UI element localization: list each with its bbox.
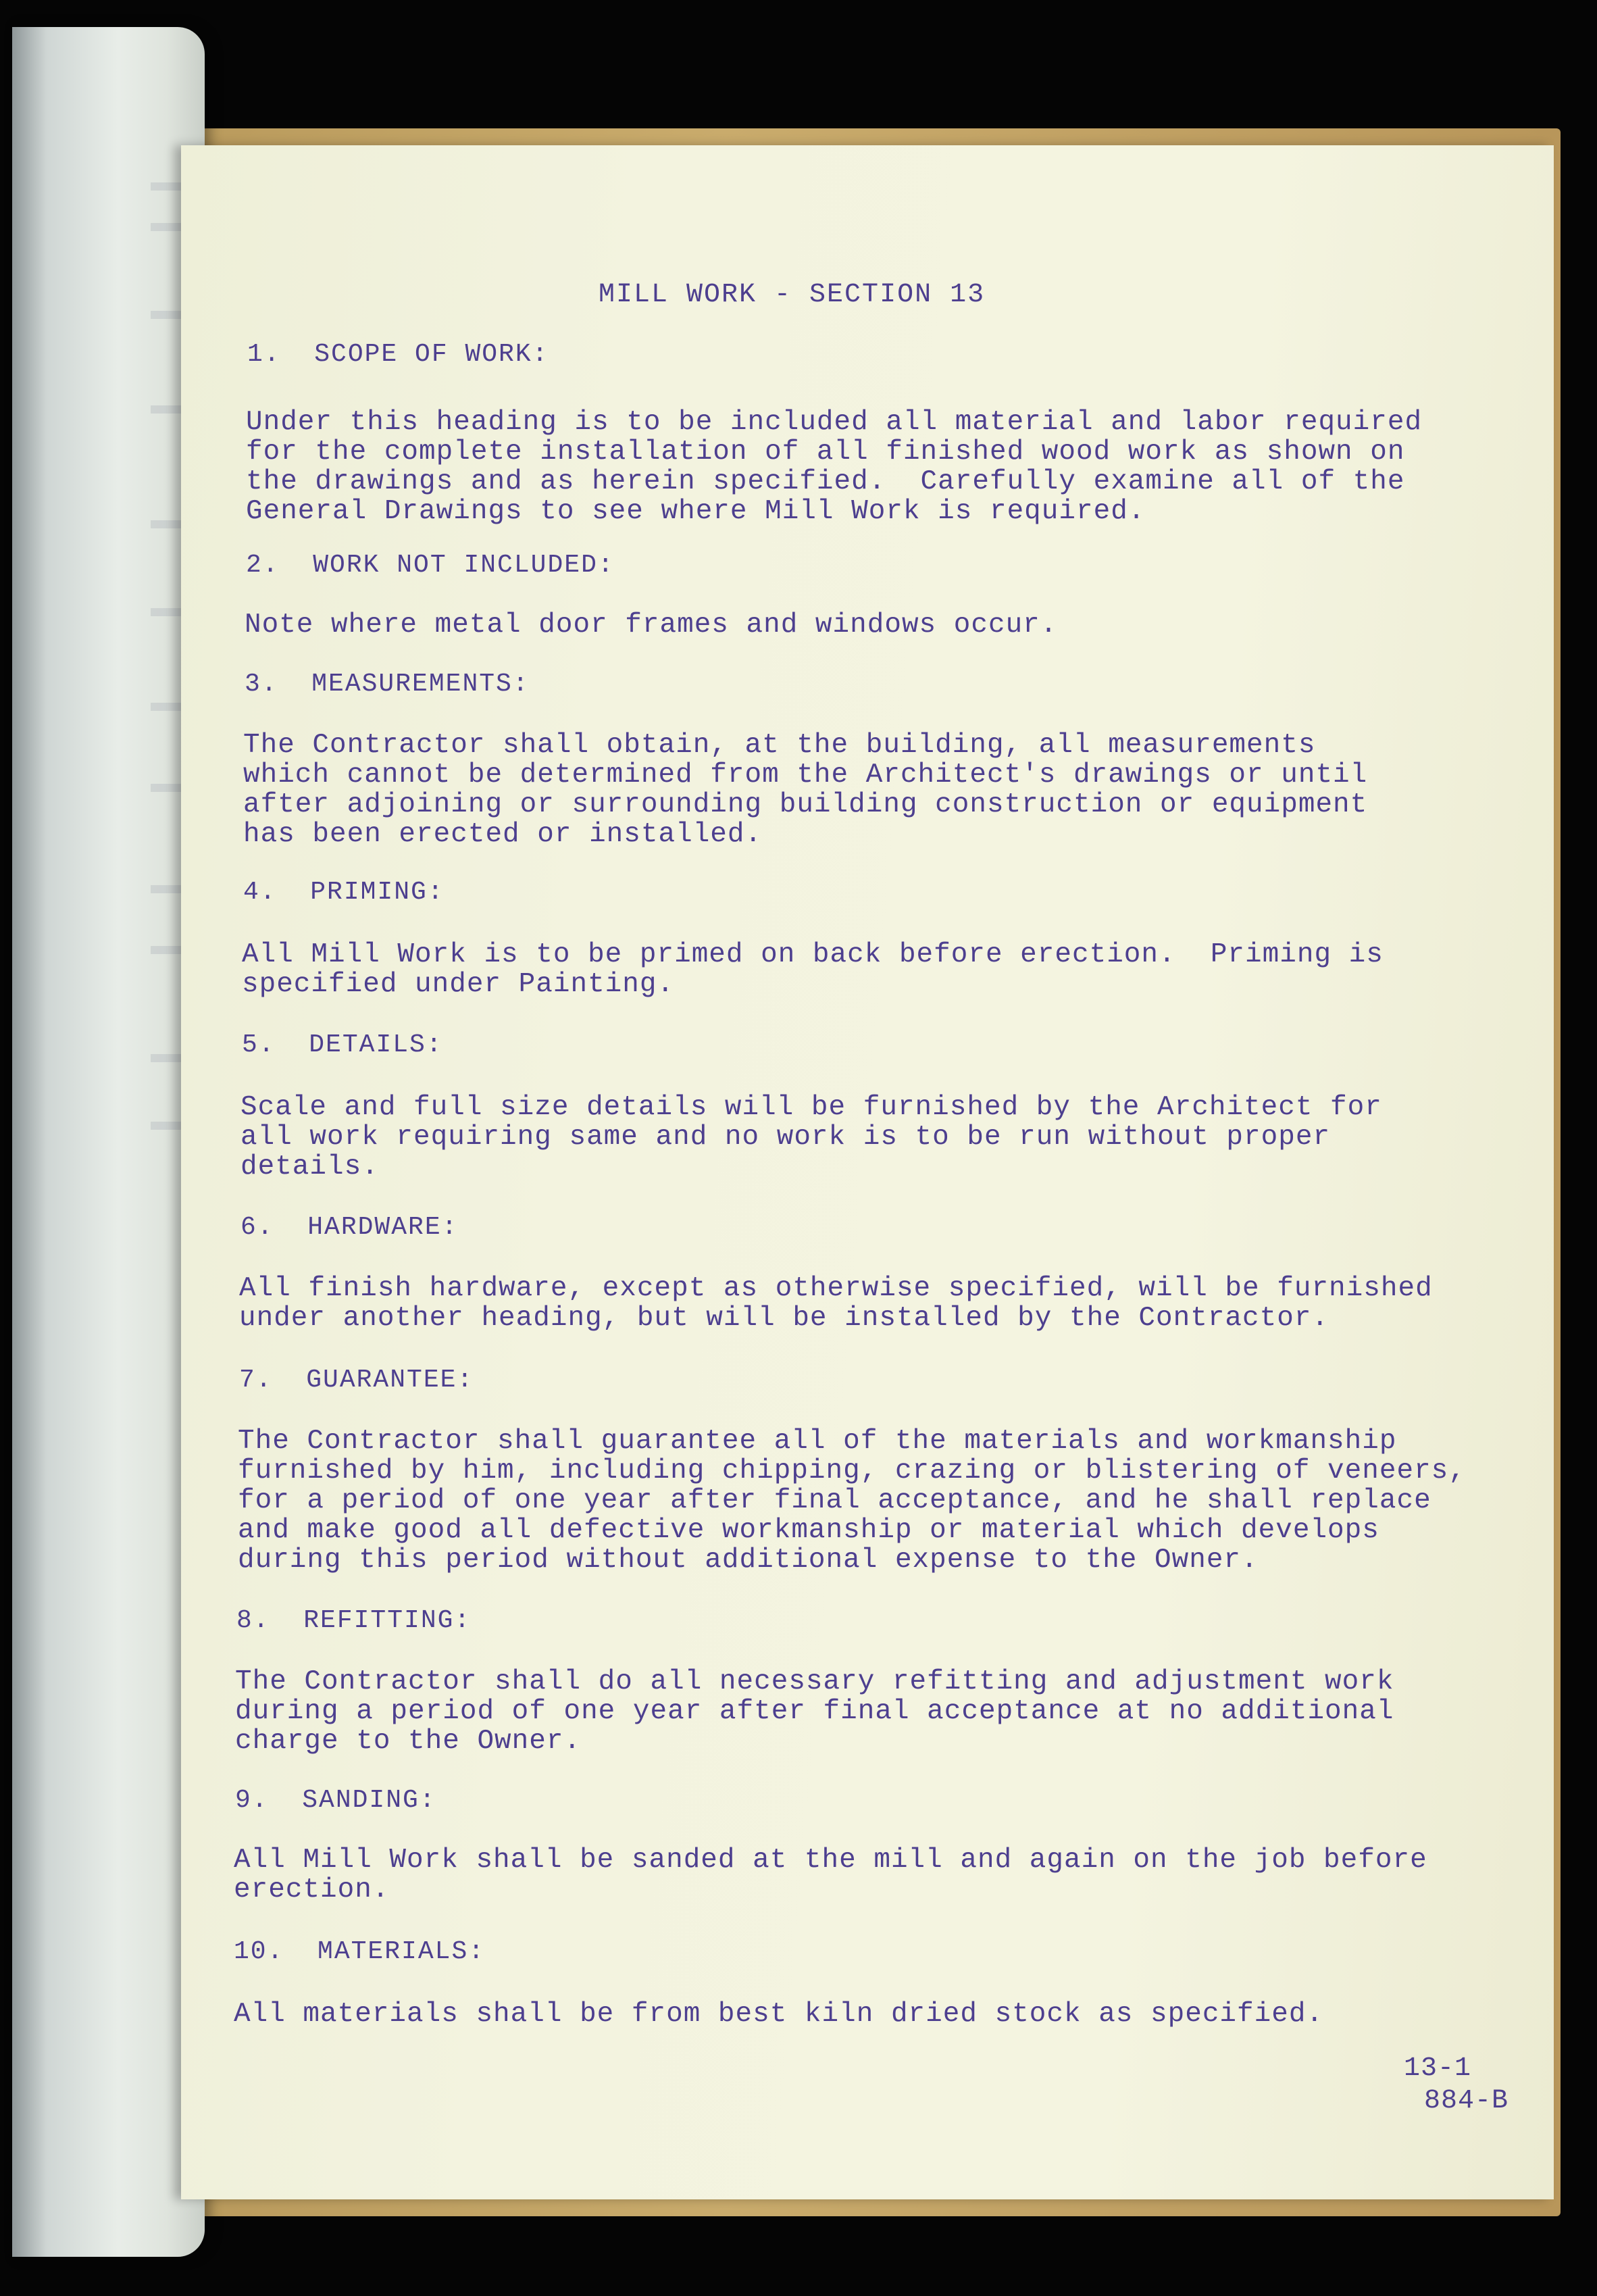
section-body-guarantee: The Contractor shall guarantee all of the materials and workmanship furnished by him, including chipping, crazing or blistering of veneers, for a period of one year after final acceptance, and he shall replace and make good all defective workmanship or material which develops during this period without additional expense to the Owner. — [238, 1426, 1466, 1576]
section-heading-refitting: 8. REFITTING: — [236, 1606, 472, 1635]
section-body-details: Scale and full size details will be furnished by the Architect for all work requiring same and no work is to be run without proper details. — [240, 1092, 1382, 1182]
section-body-sanding: All Mill Work shall be sanded at the mill and again on the job before erection. — [234, 1845, 1427, 1905]
curled-left-pages — [12, 27, 205, 2257]
section-heading-materials: 10. MATERIALS: — [234, 1937, 486, 1966]
section-heading-work-not-included: 2. WORK NOT INCLUDED: — [246, 551, 615, 580]
section-body-hardware: All finish hardware, except as otherwise specified, will be furnished under another heading, but will be installed by the Contractor. — [239, 1273, 1433, 1334]
section-heading-hardware: 6. HARDWARE: — [240, 1213, 459, 1242]
section-body-refitting: The Contractor shall do all necessary refitting and adjustment work during a period of one year after final acceptance at no additional charge to the Owner. — [235, 1666, 1394, 1757]
section-heading-measurements: 3. MEASUREMENTS: — [245, 670, 530, 699]
section-heading-scope: 1. SCOPE OF WORK: — [247, 340, 549, 369]
section-body-scope: Under this heading is to be included all material and labor required for the complete installation of all finished wood work as shown on the drawings and as herein specified. Carefully examine all of the General Drawings to see where Mill Work is required. — [246, 407, 1423, 527]
page-number: 13-1 — [1404, 2053, 1472, 2084]
section-body-work-not-included: Note where metal door frames and windows occur. — [245, 609, 1058, 641]
document-code: 884-B — [1424, 2086, 1509, 2116]
section-heading-guarantee: 7. GUARANTEE: — [239, 1366, 474, 1395]
section-heading-priming: 4. PRIMING: — [243, 878, 445, 907]
page-title: MILL WORK - SECTION 13 — [599, 280, 986, 310]
section-body-measurements: The Contractor shall obtain, at the building, all measurements which cannot be determined from the Architect's drawings or until after adjoining or surrounding building construction or equipment has been erected or installed. — [243, 730, 1368, 850]
section-body-materials: All materials shall be from best kiln dried stock as specified. — [234, 1999, 1324, 2030]
section-heading-sanding: 9. SANDING: — [235, 1786, 436, 1815]
section-heading-details: 5. DETAILS: — [242, 1030, 443, 1059]
typed-page — [181, 145, 1554, 2199]
section-body-priming: All Mill Work is to be primed on back before erection. Priming is specified under Painting. — [242, 939, 1384, 1000]
